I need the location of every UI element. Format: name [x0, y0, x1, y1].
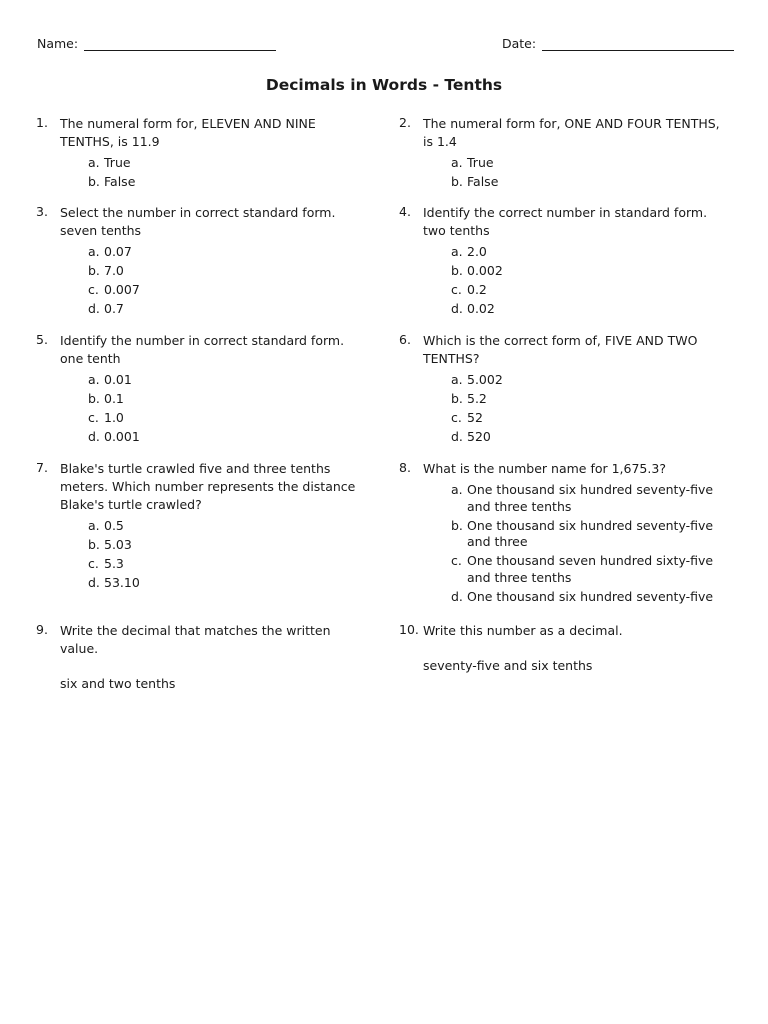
option-text: 0.002: [467, 263, 503, 278]
option-text: One thousand seven hundred sixty-five and three tenths: [467, 553, 714, 585]
option-letter: b.: [88, 537, 100, 552]
option-text: 7.0: [104, 263, 124, 278]
option-text: 0.5: [104, 518, 124, 533]
option-letter: c.: [451, 410, 462, 425]
answer-options: [88, 155, 371, 191]
answer-option[interactable]: [88, 282, 371, 299]
option-text: 0.007: [104, 282, 140, 297]
option-text: 2.0: [467, 244, 487, 259]
answer-option[interactable]: [451, 518, 733, 551]
answer-option[interactable]: [88, 391, 371, 408]
question-stem: Write the decimal that matches the written value.: [60, 623, 331, 656]
option-text: 5.002: [467, 372, 503, 387]
answer-option[interactable]: [451, 372, 729, 389]
answer-option[interactable]: [88, 244, 371, 261]
answer-option[interactable]: [451, 282, 729, 299]
answer-option[interactable]: [451, 155, 729, 172]
option-letter: c.: [88, 410, 99, 425]
option-text: 5.3: [104, 556, 124, 571]
answer-option[interactable]: [88, 410, 371, 427]
option-letter: d.: [88, 575, 100, 590]
answer-option[interactable]: [451, 263, 729, 280]
question-stem: Blake's turtle crawled five and three tenths meters. Which number represents the distance Blake's turtle crawled?: [60, 461, 356, 512]
date-field[interactable]: [502, 36, 734, 51]
option-letter: b.: [451, 517, 463, 533]
answer-options: [451, 372, 729, 446]
answer-option[interactable]: [88, 575, 371, 592]
question-4: [399, 204, 729, 320]
option-text: 1.0: [104, 410, 124, 425]
option-text: 520: [467, 429, 491, 444]
question-stem: What is the number name for 1,675.3?: [423, 461, 666, 476]
answer-option[interactable]: [88, 429, 371, 446]
option-letter: b.: [88, 174, 100, 189]
option-text: False: [104, 174, 136, 189]
option-letter: c.: [88, 282, 99, 297]
date-label: Date:: [502, 36, 537, 51]
answer-options: [88, 518, 371, 592]
answer-option[interactable]: [88, 518, 371, 535]
question-number: 6.: [399, 332, 411, 347]
question-stem: The numeral form for, ELEVEN AND NINE TENTHS, is 11.9: [60, 116, 316, 149]
worksheet-header: [0, 36, 768, 56]
question-6: [399, 332, 729, 448]
name-blank-line[interactable]: [84, 37, 276, 51]
option-letter: c.: [88, 556, 99, 571]
question-number: 9.: [36, 622, 48, 637]
question-number: 8.: [399, 460, 411, 475]
question-stem: Identify the correct number in standard form.: [423, 205, 708, 220]
question-number: 4.: [399, 204, 411, 219]
option-text: 0.1: [104, 391, 124, 406]
option-letter: a.: [451, 155, 463, 170]
option-text: One thousand six hundred seventy-five and three: [467, 517, 714, 549]
answer-option[interactable]: [451, 589, 733, 606]
question-stem: The numeral form for, ONE AND FOUR TENTHS, is 1.4: [423, 116, 720, 149]
answer-option[interactable]: [451, 553, 733, 586]
option-letter: b.: [451, 263, 463, 278]
question-prompt-words: two tenths: [423, 223, 490, 238]
option-letter: b.: [88, 391, 100, 406]
option-text: 0.01: [104, 372, 132, 387]
answer-option[interactable]: [451, 391, 729, 408]
option-letter: d.: [88, 429, 100, 444]
answer-options: [88, 372, 371, 446]
option-letter: a.: [88, 372, 100, 387]
question-7: [36, 460, 371, 594]
option-letter: c.: [451, 282, 462, 297]
answer-option[interactable]: [88, 174, 371, 191]
option-text: 0.001: [104, 429, 140, 444]
option-text: False: [467, 174, 499, 189]
option-text: One thousand six hundred seventy-five and three tenths: [467, 482, 714, 514]
option-text: 0.2: [467, 282, 487, 297]
option-letter: b.: [88, 263, 100, 278]
written-value: seventy-five and six tenths: [423, 658, 593, 673]
answer-option[interactable]: [451, 301, 729, 318]
option-text: One thousand six hundred seventy-five: [467, 588, 714, 604]
answer-option[interactable]: [88, 372, 371, 389]
option-letter: b.: [451, 391, 463, 406]
question-prompt-words: seven tenths: [60, 223, 142, 238]
question-number: 5.: [36, 332, 48, 347]
answer-option[interactable]: [88, 556, 371, 573]
question-3: [36, 204, 371, 320]
question-9: [36, 622, 371, 693]
answer-options: [88, 244, 371, 318]
question-8: [399, 460, 729, 608]
question-10: [399, 622, 729, 675]
worksheet-title: Decimals in Words - Tenths: [265, 76, 503, 94]
option-text: True: [104, 155, 131, 170]
question-prompt-words: one tenth: [60, 351, 121, 366]
question-number: 2.: [399, 115, 411, 130]
answer-option[interactable]: [88, 537, 371, 554]
option-letter: c.: [451, 553, 462, 568]
answer-options: [451, 155, 729, 191]
option-text: 0.07: [104, 244, 132, 259]
answer-option[interactable]: [88, 263, 371, 280]
question-number: 7.: [36, 460, 48, 475]
option-letter: a.: [88, 518, 100, 533]
option-text: 5.2: [467, 391, 487, 406]
option-text: 53.10: [104, 575, 140, 590]
question-2: [399, 115, 729, 193]
option-letter: a.: [88, 155, 100, 170]
question-5: [36, 332, 371, 448]
option-text: 5.03: [104, 537, 132, 552]
option-text: 0.02: [467, 301, 495, 316]
answer-option[interactable]: [451, 174, 729, 191]
option-letter: d.: [451, 429, 463, 444]
name-field[interactable]: [37, 36, 276, 51]
answer-options: [451, 244, 729, 318]
question-stem: Write this number as a decimal.: [423, 623, 623, 638]
option-text: 52: [467, 410, 483, 425]
option-letter: a.: [451, 372, 463, 387]
question-1: [36, 115, 371, 193]
answer-option[interactable]: [88, 301, 371, 318]
option-letter: d.: [88, 301, 100, 316]
option-letter: a.: [88, 244, 100, 259]
answer-option[interactable]: [451, 410, 729, 427]
option-text: True: [467, 155, 494, 170]
answer-option[interactable]: [451, 482, 733, 515]
option-letter: d.: [451, 301, 463, 316]
question-stem: Select the number in correct standard form.: [60, 205, 336, 220]
question-number: 10.: [399, 622, 419, 637]
question-number: 1.: [36, 115, 48, 130]
question-number: 3.: [36, 204, 48, 219]
written-value: six and two tenths: [60, 676, 176, 691]
question-stem: Which is the correct form of, FIVE AND TWO TENTHS?: [423, 333, 698, 366]
question-stem: Identify the number in correct standard form.: [60, 333, 345, 348]
date-blank-line[interactable]: [542, 37, 734, 51]
option-letter: a.: [451, 482, 463, 497]
answer-option[interactable]: [88, 155, 371, 172]
option-letter: a.: [451, 244, 463, 259]
option-letter: d.: [451, 588, 463, 604]
option-letter: b.: [451, 174, 463, 189]
answer-option[interactable]: [451, 429, 729, 446]
option-text: 0.7: [104, 301, 124, 316]
answer-options: [451, 482, 733, 605]
name-label: Name:: [37, 36, 79, 51]
answer-option[interactable]: [451, 244, 729, 261]
